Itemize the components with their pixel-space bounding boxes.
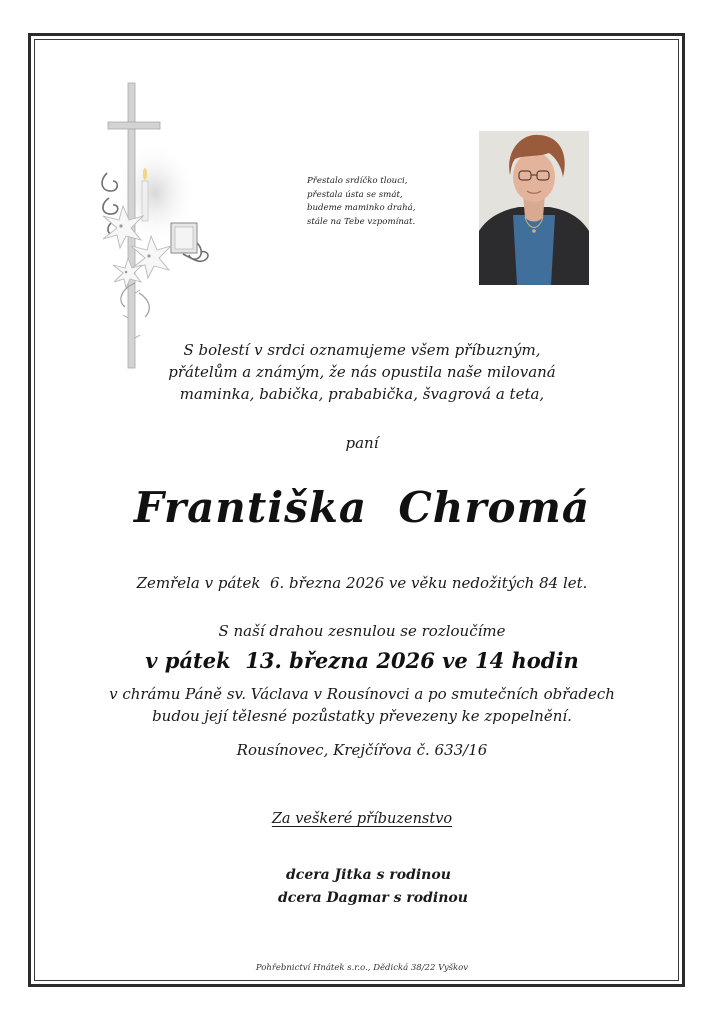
title-word: paní: [345, 434, 379, 452]
ceremony-details: [62, 683, 662, 727]
poem-line: Přestalo srdíčko tlouci,: [307, 176, 408, 186]
intro-line: přátelům a známým, že nás opustila naše milovaná: [168, 363, 556, 381]
poem: [307, 175, 477, 229]
intro-line: S bolestí v srdci oznamujeme všem příbuzným,: [183, 341, 541, 359]
portrait-photo: [479, 131, 589, 285]
ceremony-line: budou její tělesné pozůstatky převezeny ke zpopelnění.: [152, 707, 572, 725]
relatives-heading: Za veškeré příbuzenstvo: [271, 811, 453, 827]
intro-line: maminka, babička, prababička, švagrová a teta,: [179, 385, 545, 403]
poem-line: budeme maminko drahá,: [307, 203, 416, 213]
funeral-home-footer: Pohřebnictví Hnátek s.r.o., Dědická 38/22 Vyškov: [255, 963, 469, 973]
mourner-name: dcera Dagmar s rodinou: [278, 890, 468, 906]
announcement-intro: [62, 339, 662, 405]
poem-line: přestala ústa se smát,: [307, 189, 403, 200]
address: Rousínovec, Krejčířova č. 633/16: [236, 741, 488, 759]
farewell-intro: S naší drahou zesnulou se rozloučíme: [218, 622, 506, 640]
death-line: Zemřela v pátek 6. března 2026 ve věku nedožitých 84 let.: [136, 574, 588, 592]
ceremony-line: v chrámu Páně sv. Václava v Rousínovci a po smutečních obřadech: [109, 685, 615, 703]
farewell-date-time: v pátek 13. března 2026 ve 14 hodin: [145, 648, 579, 673]
cross-lilies-ornament: [95, 78, 230, 373]
mourner-name: dcera Jitka s rodinou: [286, 867, 451, 883]
poem-line: stále na Tebe vzpomínat.: [307, 216, 416, 227]
deceased-name: Františka Chromá: [133, 483, 591, 532]
